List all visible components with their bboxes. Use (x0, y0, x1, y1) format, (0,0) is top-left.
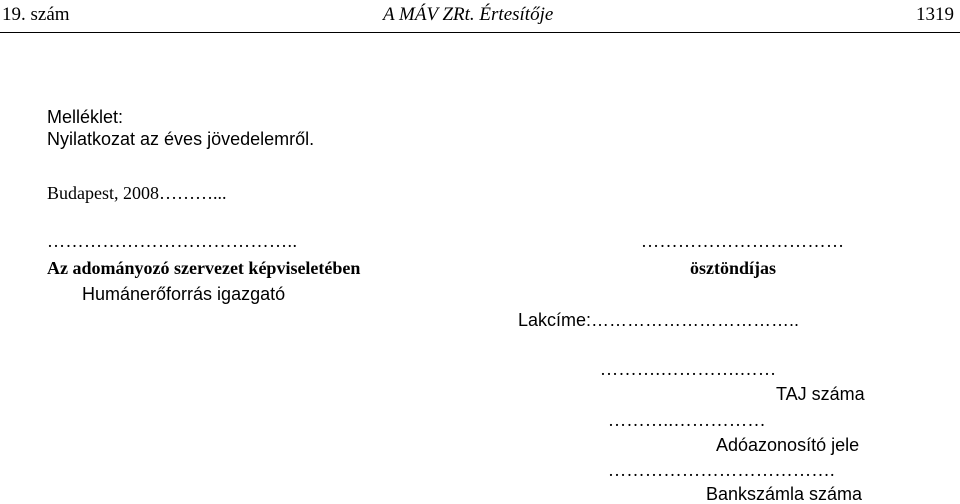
attachment-title: Nyilatkozat az éves jövedelemről. (47, 129, 315, 149)
issue-number: 19. szám (2, 4, 70, 25)
publication-title: A MÁV ZRt. Értesítője (383, 4, 554, 25)
taj-label: TAJ száma (776, 384, 865, 404)
tax-id-label: Adóazonosító jele (716, 435, 860, 455)
taj-dots: ……….………….…… (600, 359, 777, 379)
place-date: Budapest, 2008………... (47, 183, 227, 203)
left-signature-role: Az adományozó szervezet képviseletében (47, 258, 361, 278)
right-signature-title: ösztöndíjas (690, 258, 777, 278)
bank-account-label: Bankszámla száma (706, 484, 863, 504)
header-divider (0, 32, 960, 33)
address-line: Lakcíme:…………………………….. (518, 310, 800, 330)
attachment-label: Melléklet: (47, 107, 124, 127)
left-signature-title: Humánerőforrás igazgató (82, 284, 286, 304)
right-signature-line: …………………………… (641, 231, 845, 251)
tax-id-dots: ………..…………… (608, 410, 766, 430)
left-signature-line: ………………………………….. (47, 231, 298, 251)
bank-account-dots: ………………………………. (608, 460, 835, 480)
page-number: 1319 (916, 4, 954, 25)
